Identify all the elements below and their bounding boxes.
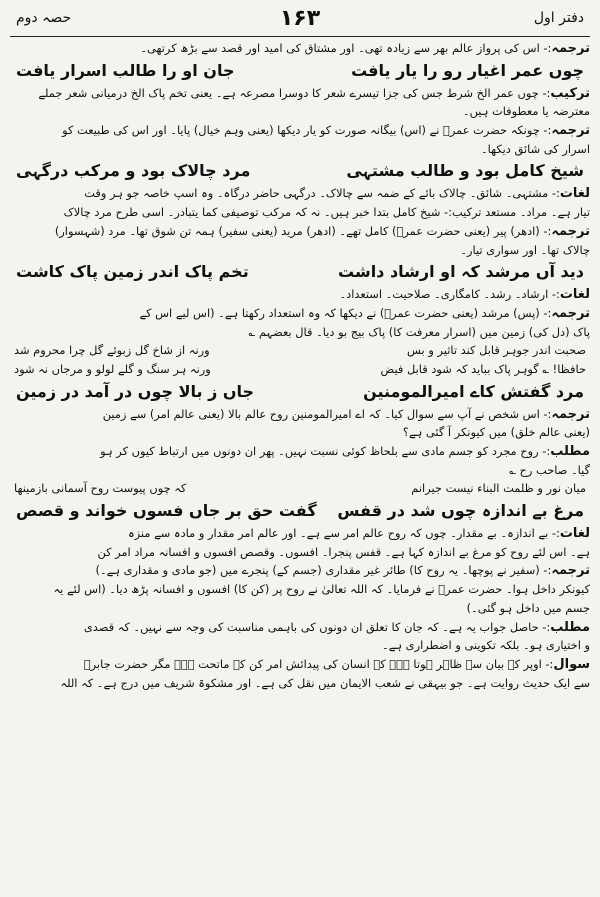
section-label: مطلب: [550, 444, 590, 459]
text-line: [10, 184, 590, 203]
hemistich: صحبت اندر جوہر قابل کند تاثیر و بس: [407, 343, 586, 358]
line-text: معترضہ یا معطوفات ہیں۔: [462, 104, 590, 119]
line-text: کیونکر داخل ہوا۔ حضرت عمرؓ نے فرمایا۔ کہ اللہ تعالیٰ نے روح پر (کن کا) افسوں و افسانہ پڑھ دیا۔ (اس لئے یہ: [53, 582, 590, 597]
line-text: :- روح مجرد کو جسم مادی سے بلحاظ کوئی نسبت نہیں۔ پھر ان دونوں میں ارتباط کیوں کر ہو: [100, 444, 551, 458]
line-text: :- (سفیر نے پوچھا۔ یہ روح کا) طائر غیر مقداری (جسم کے) پنجرے میں (جو مادی و مقداری ہے۔): [95, 563, 552, 578]
header-section: حصہ دوم: [16, 10, 72, 26]
line-text: پاک (دل کی) زمین میں (اسرار معرفت کا) پاک بیج بو دیا۔ قال بعضہم ؎: [248, 324, 590, 339]
hemistich: شیخ کامل بود و طالب مشتہی: [346, 161, 584, 181]
page-number: ۱۶۳: [279, 6, 321, 31]
section-label: ترجمہ: [551, 305, 590, 321]
line-text: :- چوں عمر الخ شرط جس کی جزا تیسرے شعر کا دوسرا مصرعہ ہے۔ یعنی تخم پاک الخ درمیانی شعر جملے: [38, 85, 551, 100]
section-label: لغات: [559, 526, 590, 542]
text-line: [10, 599, 590, 618]
quoted-couplet: [10, 360, 590, 379]
text-line: [10, 543, 590, 562]
line-text: :- (ادھر) پیر (یعنی حضرت عمرؓ) کامل تھے۔ (ادھر) مرید (یعنی سفیر) ہمہ تن شوق تھا۔ مرد (شہسوار): [54, 223, 552, 238]
section-label: لغات: [559, 287, 590, 303]
hemistich: میان نور و ظلمت البناء نیست جیرانم: [411, 481, 586, 496]
verse-couplet: [10, 379, 590, 405]
text-line: [10, 121, 590, 140]
section-label: ترجمہ: [551, 406, 590, 422]
text-line: [10, 423, 590, 442]
section-label: لغات: [559, 186, 590, 202]
line-text: :- حاصل جواب یہ ہے۔ کہ جان کا تعلق ان دونوں کی باہمی مناسبت کی وجہ سے نہیں۔ کہ قصدی: [83, 619, 551, 634]
text-line: [10, 636, 590, 655]
line-text: اسرار کی شائق دیکھا۔: [480, 141, 590, 156]
section-label: سوال: [553, 656, 590, 672]
text-line: [10, 222, 590, 241]
text-line: [10, 84, 590, 103]
hemistich: تخم پاک اندر زمین پاک کاشت: [16, 262, 249, 282]
text-line: [10, 241, 590, 260]
text-line: [10, 580, 590, 599]
section-label: ترجمہ: [551, 123, 590, 139]
section-label: ترجمہ: [551, 41, 590, 56]
hemistich: حافظا! ؎ گوہر پاک بباید کہ شود قابل فیض: [380, 361, 586, 376]
text-line: [10, 39, 590, 58]
verse-couplet: [10, 259, 590, 285]
hemistich: مرغ بے اندازہ چوں شد در قفس: [337, 501, 584, 521]
line-text: گیا۔ صاحب رح ؎: [509, 462, 590, 477]
line-text: :- چونکہ حضرت عمرؓ نے (اس) بیگانہ صورت کو یار دیکھا (یعنی وہم خیال) پایا۔ اور اس کی طبیعت کو: [62, 123, 552, 138]
hemistich: جاں ز بالا چوں در آمد در زمین: [16, 381, 255, 401]
line-text: :- (پس) مرشد (یعنی حضرت عمرؓ) نے دیکھا کہ وہ استعداد رکھتا ہے۔ (اس لیے اس کے: [139, 305, 552, 320]
line-text: :- مشتہی۔ شائق۔ چالاک بائے کے ضمہ سے چالاک۔ درگہی حاضر درگاہ۔ وہ اسپ خاصہ جو ہر وقت: [84, 186, 560, 201]
hemistich: مرد چالاک بود و مرکب درگہی: [16, 161, 251, 181]
hemistich: ورنہ از شاخ گل زبوئے گل چرا محروم شد: [14, 343, 210, 358]
line-text: سے ایک حدیث روایت ہے۔ جو بیہقی نے شعب الایمان میں نقل کی ہے۔ اور مشکوۃ شریف میں درج ہے۔ کہ اللہ: [60, 675, 590, 690]
line-text: (یعنی عالم خلق) میں کیونکر آ گئی ہے؟: [402, 425, 590, 440]
page-body: [10, 39, 590, 692]
quoted-couplet: [10, 479, 590, 498]
text-line: [10, 461, 590, 480]
text-line: [10, 304, 590, 323]
line-text: تیار ہے۔ مراد۔ مستعد ترکیب:- شیخ کامل بتدا خبر ہیں۔ نہ کہ مرکب توصیفی کما یتبادر۔ اسی طرح مرد چالاک: [63, 205, 590, 220]
hemistich: دید آں مرشد کہ او ارشاد داشت: [338, 262, 584, 282]
page-header: [10, 6, 590, 36]
text-line: [10, 140, 590, 159]
text-line: [10, 203, 590, 222]
line-text: جسم میں داخل ہو گئی۔): [466, 600, 590, 615]
text-line: [10, 102, 590, 121]
hemistich: ورنہ ہر سنگ و گلے لولو و مرجاں نہ شود: [14, 361, 211, 376]
section-label: ترکیب: [550, 85, 590, 101]
line-text: :- بے اندازہ۔ بے مقدار۔ چوں کہ روح عالم امر سے ہے۔ اور عالم امر مقدار و مادہ سے منزہ: [127, 526, 560, 541]
hemistich: چوں عمر اغیار رو را یار یافت: [351, 60, 584, 80]
verse-couplet: [10, 498, 590, 524]
hemistich: مرد گفتش کاے امیرالمومنین: [363, 381, 584, 401]
verse-couplet: [10, 158, 590, 184]
line-text: :- اس کی پرواز عالم بھر سے زیادہ تھی۔ اور مشتاق کی امید اور قصد سے بڑھ کرتھی۔: [140, 41, 552, 55]
text-line: [10, 405, 590, 424]
line-text: و اختیاری ہو۔ بلکہ تکوینی و اضطراری ہے۔: [382, 638, 590, 653]
text-line: [10, 561, 590, 580]
line-text: ہے۔ اس لئے روح کو مرغ بے اندازہ کہا ہے۔ قفس پنجرا۔ افسوں۔ وقصص افسوں و افسانہ مراد امر کن: [97, 544, 590, 559]
header-rule: [10, 36, 590, 37]
hemistich: کہ چوں پیوست روح آسمانی بازمینها: [14, 481, 187, 496]
line-text: :- اس شخص نے آپ سے سوال کیا۔ کہ اے امیرالمومنین روح عالم بالا (یعنی عالم امر) سے زمین: [102, 406, 552, 421]
text-line: [10, 524, 590, 543]
text-line: [10, 285, 590, 304]
text-line: [10, 618, 590, 637]
hemistich: جان او را طالب اسرار یافت: [16, 60, 235, 80]
header-book-part: دفتر اول: [533, 10, 584, 26]
text-line: [10, 323, 590, 342]
section-label: ترجمہ: [551, 223, 590, 239]
text-line: [10, 442, 590, 461]
line-text: :- اوپر کے بیان سے ظاہر ہوتا ہے۔ کہ انسان کی پیدائش امر کن کے ماتحت ہے۔ مگر حضرت جابرؓ: [83, 656, 554, 671]
section-label: مطلب: [550, 619, 590, 635]
text-line: [10, 655, 590, 674]
text-line: [10, 674, 590, 693]
verse-couplet: [10, 58, 590, 84]
line-text: :- ارشاد۔ رشد۔ کامگاری۔ صلاحیت۔ استعداد۔: [339, 287, 560, 302]
quoted-couplet: [10, 341, 590, 360]
hemistich: گفت حق بر جاں فسوں خواند و قصص: [16, 501, 317, 521]
line-text: چالاک تھا۔ اور سواری تیار۔: [460, 242, 590, 257]
section-label: ترجمہ: [551, 563, 590, 579]
